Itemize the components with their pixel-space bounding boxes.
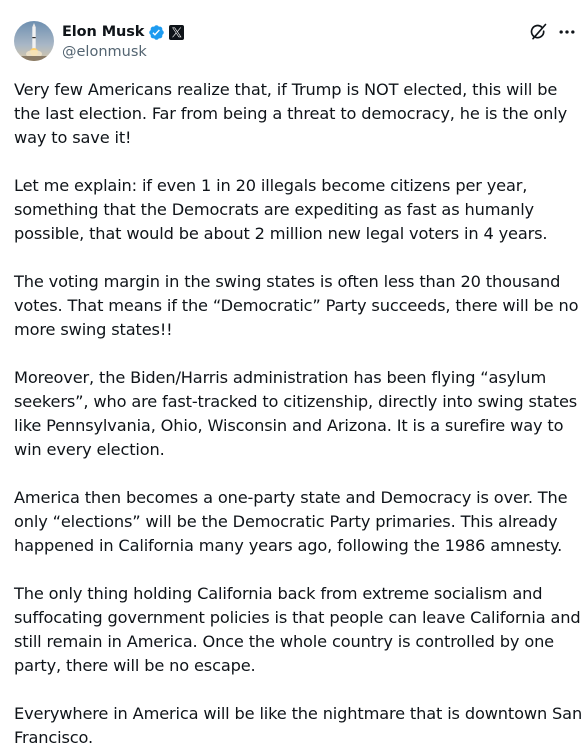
tweet-paragraph: Everywhere in America will be like the nightmare that is downtown San Francisco. (14, 704, 583, 747)
x-logo-icon[interactable] (169, 25, 184, 40)
tweet-paragraph: Very few Americans realize that, if Trump is NOT elected, this will be the last election. Far from being a threat to democracy, he is the only way to save it! (14, 80, 568, 147)
verified-check-icon (148, 24, 165, 41)
tweet-text (14, 78, 584, 754)
tweet-paragraph: Moreover, the Biden/Harris administration has been flying “asylum seekers”, who are fast-tracked to citizenship, directly into swing states like Pennsylvania, Ohio, Wisconsin and Arizona. It is a surefire way to win every election. (14, 368, 578, 459)
display-name[interactable]: Elon Musk (62, 24, 145, 40)
avatar-rocket-image (14, 21, 54, 61)
tweet-paragraph: America then becomes a one-party state and Democracy is over. The only “elections” will be the Democratic Party primaries. This already happened in California many years ago, following the 1986 amnesty. (14, 488, 568, 555)
tweet-paragraph: The only thing holding California back from extreme socialism and suffocating government policies is that people can leave California and still remain in America. Once the whole country is controlled by one party, there will be no escape. (14, 584, 581, 675)
avatar[interactable] (14, 21, 54, 61)
tweet-paragraph: Let me explain: if even 1 in 20 illegals become citizens per year, something that the Democrats are expediting as fast as humanly possible, that would be about 2 million new legal voters in 4 years. (14, 176, 548, 243)
tweet-paragraph: The voting margin in the swing states is often less than 20 thousand votes. That means if the “Democratic” Party succeeds, there will be no more swing states!! (14, 272, 579, 339)
grok-icon[interactable] (528, 22, 548, 42)
author-names (62, 22, 184, 60)
more-options-icon[interactable] (557, 22, 577, 42)
handle[interactable]: @elonmusk (62, 44, 147, 60)
name-row (62, 22, 184, 42)
tweet-header (14, 20, 577, 64)
